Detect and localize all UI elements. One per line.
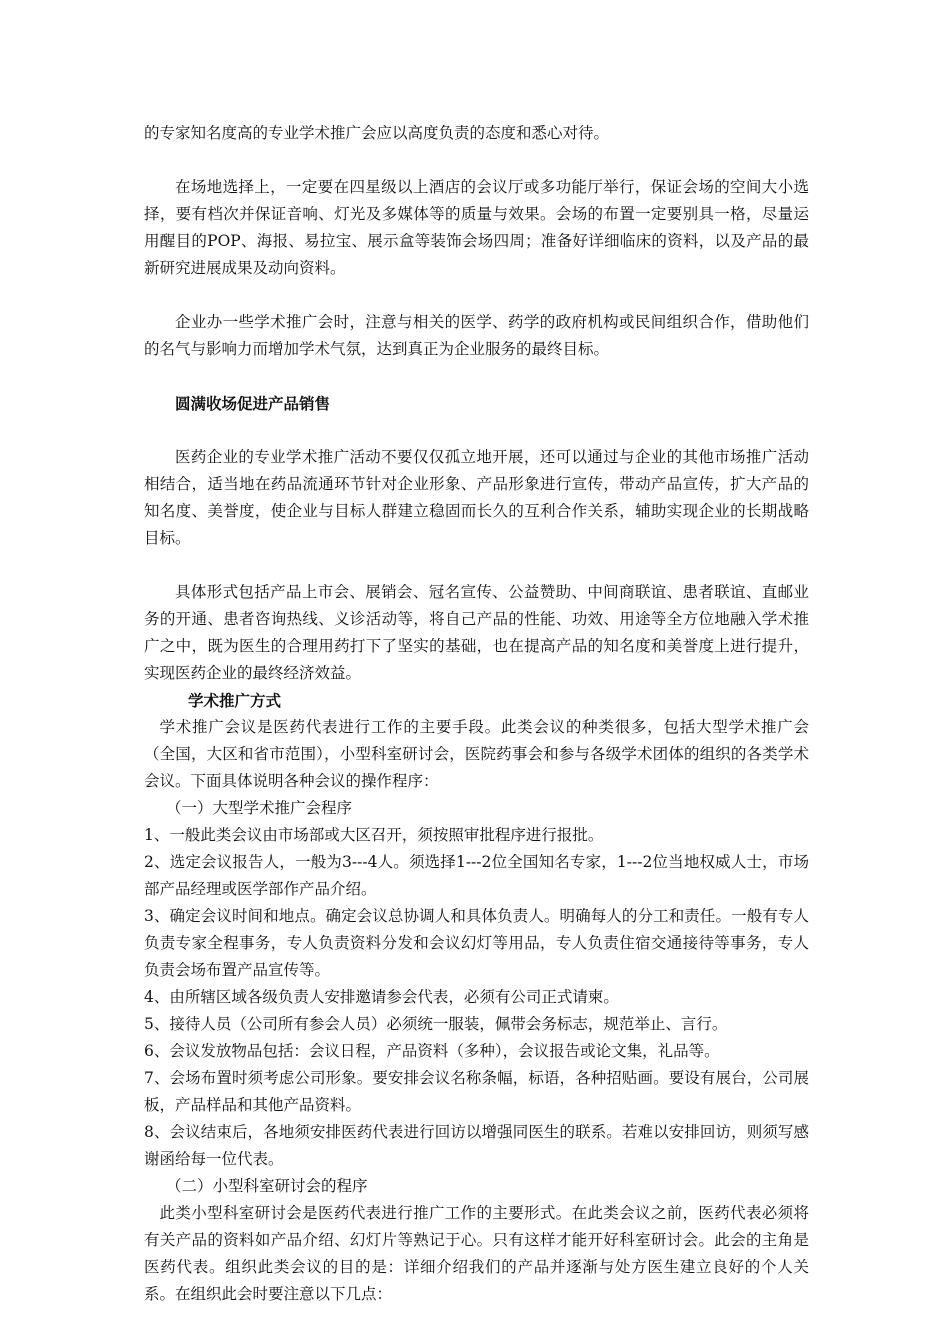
section-heading-methods: 学术推广方式 — [188, 691, 282, 710]
list-item: 1、一般此类会议由市场部或大区召开，须按照审批程序进行报批。 — [144, 826, 604, 844]
paragraph-forms: 具体形式包括产品上市会、展销会、冠名宣传、公益赞助、中间商联谊、患者联谊、直邮业务的开通、患者咨询热线、义诊活动等，将自己产品的性能、功效、用途等全方位地融入学术推广之中，既为医生的合理用药打下了坚实的基础，也在提高产品的知名度和美誉度上进行提升，实现医药企业的最终经济效益。 — [144, 583, 809, 682]
list-item: 4、由所辖区域各级负责人安排邀请参会代表，必须有公司正式请柬。 — [144, 988, 619, 1006]
spacer — [144, 552, 809, 579]
list-item: 7、会场布置时须考虑公司形象。要安排会议名称条幅，标语，各种招贴画。要设有展台，公司展板，产品样品和其他产品资料。 — [144, 1069, 809, 1114]
paragraph-cooperation: 企业办一些学术推广会时，注意与相关的医学、药学的政府机构或民间组织合作，借助他们的名气与影响力而增加学术气氛，达到真正为企业服务的最终目标。 — [144, 313, 809, 358]
list-item: 8、会议结束后，各地须安排医药代表进行回访以增强同医生的联系。若难以安排回访，则须写感谢函给每一位代表。 — [144, 1123, 809, 1168]
paragraph-intro: 的专家知名度高的专业学术推广会应以高度负责的态度和悉心对待。 — [144, 124, 610, 142]
paragraph-venue: 在场地选择上，一定要在四星级以上酒店的会议厅或多功能厅举行，保证会场的空间大小选择，要有档次并保证音响、灯光及多媒体等的质量与效果。会场的布置一定要别具一格，尽量运用醒目的POP、海报、易拉宝、展示盒等装饰会场四周；准备好详细临床的资料，以及产品的最新研究进展成果及动向资料。 — [144, 178, 809, 277]
spacer — [144, 147, 809, 174]
list-item: 2、选定会议报告人，一般为3---4人。须选择1---2位全国知名专家，1---2位当地权威人士，市场部产品经理或医学部作产品介绍。 — [144, 853, 809, 898]
paragraph-integration: 医药企业的专业学术推广活动不要仅仅孤立地开展，还可以通过与企业的其他市场推广活动相结合，适当地在药品流通环节针对企业形象、产品形象进行宣传，带动产品宣传，扩大产品的知名度、美誉度，使企业与目标人群建立稳固而长久的互利合作关系，辅助实现企业的长期战略目标。 — [144, 448, 809, 547]
list-item: 3、确定会议时间和地点。确定会议总协调人和具体负责人。明确每人的分工和责任。一般有专人负责专家全程事务，专人负责资料分发和会议幻灯等用品，专人负责住宿交通接待等事务，专人负责会场布置产品宣传等。 — [144, 907, 809, 979]
paragraph-seminar: 此类小型科室研讨会是医药代表进行推广工作的主要形式。在此类会议之前，医药代表必须将有关产品的资料如产品介绍、幻灯片等熟记于心。只有这样才能开好科室研讨会。此会的主角是医药代表。组织此类会议的目的是：详细介绍我们的产品并逐渐与处方医生建立良好的个人关系。在组织此会时要注意以下几点： — [144, 1204, 809, 1303]
section-heading-closing: 圆满收场促进产品销售 — [175, 394, 331, 413]
paragraph-methods-intro: 学术推广会议是医药代表进行工作的主要手段。此类会议的种类很多，包括大型学术推广会（全国，大区和省市范围），小型科室研讨会，医院药事会和参与各级学术团体的组织的各类学术会议。下面具体说明各种会议的操作程序： — [144, 718, 809, 790]
list-item: 6、会议发放物品包括：会议日程，产品资料（多种），会议报告或论文集，礼品等。 — [144, 1042, 720, 1060]
spacer — [144, 363, 809, 390]
list-item: 5、接待人员（公司所有参会人员）必须统一服装，佩带会务标志，规范举止、言行。 — [144, 1015, 728, 1033]
spacer — [144, 282, 809, 309]
subheading-small-seminar: （二）小型科室研讨会的程序 — [166, 1177, 368, 1195]
subheading-large-meeting: （一）大型学术推广会程序 — [166, 799, 353, 817]
spacer — [144, 417, 809, 444]
document-page — [144, 120, 809, 1308]
